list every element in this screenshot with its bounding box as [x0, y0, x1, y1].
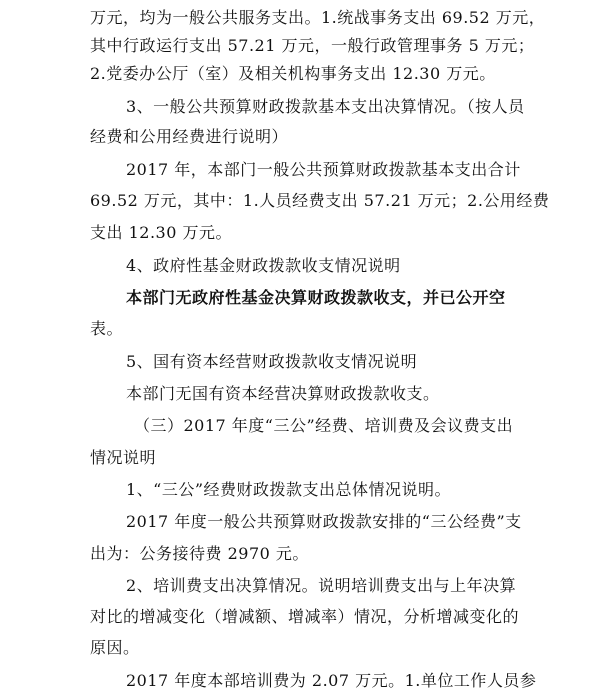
- paragraph-line: 本部门无政府性基金决算财政拨款收支，并已公开空: [126, 288, 506, 307]
- section-heading: 经费和公用经费进行说明）: [90, 127, 289, 146]
- paragraph-line: 2017 年度本部培训费为 2.07 万元。1.单位工作人员参: [126, 671, 537, 690]
- paragraph-line: 支出 12.30 万元。: [90, 223, 232, 242]
- section-heading: 2、培训费支出决算情况。说明培训费支出与上年决算: [126, 576, 517, 595]
- paragraph-line: 表。: [90, 319, 124, 338]
- section-heading: 5、国有资本经营财政拨款收支情况说明: [126, 352, 418, 371]
- section-heading: 情况说明: [90, 448, 157, 467]
- paragraph-line: 万元，均为一般公共服务支出。1.统战事务支出 69.52 万元，: [90, 8, 546, 27]
- paragraph-line: 本部门无国有资本经营决算财政拨款收支。: [126, 384, 440, 403]
- paragraph-line: 出为：公务接待费 2970 元。: [90, 544, 309, 563]
- paragraph-line: 其中行政运行支出 57.21 万元，一般行政管理事务 5 万元；: [90, 36, 535, 55]
- section-heading: （三）2017 年度“三公”经费、培训费及会议费支出: [134, 416, 514, 435]
- section-heading: 3、一般公共预算财政拨款基本支出决算情况。（按人员: [126, 97, 525, 116]
- section-heading: 4、政府性基金财政拨款收支情况说明: [126, 256, 401, 275]
- paragraph-line: 原因。: [90, 638, 140, 657]
- paragraph-line: 69.52 万元，其中：1.人员经费支出 57.21 万元；2.公用经费: [90, 191, 550, 210]
- paragraph-line: 对比的增减变化（增减额、增减率）情况，分析增减变化的: [90, 607, 520, 626]
- section-heading: 1、“三公”经费财政拨款支出总体情况说明。: [126, 480, 452, 499]
- paragraph-line: 2017 年，本部门一般公共预算财政拨款基本支出合计: [126, 160, 521, 179]
- paragraph-line: 2.党委办公厅（室）及相关机构事务支出 12.30 万元。: [90, 64, 496, 83]
- paragraph-line: 2017 年度一般公共预算财政拨款安排的“三公经费”支: [126, 512, 522, 531]
